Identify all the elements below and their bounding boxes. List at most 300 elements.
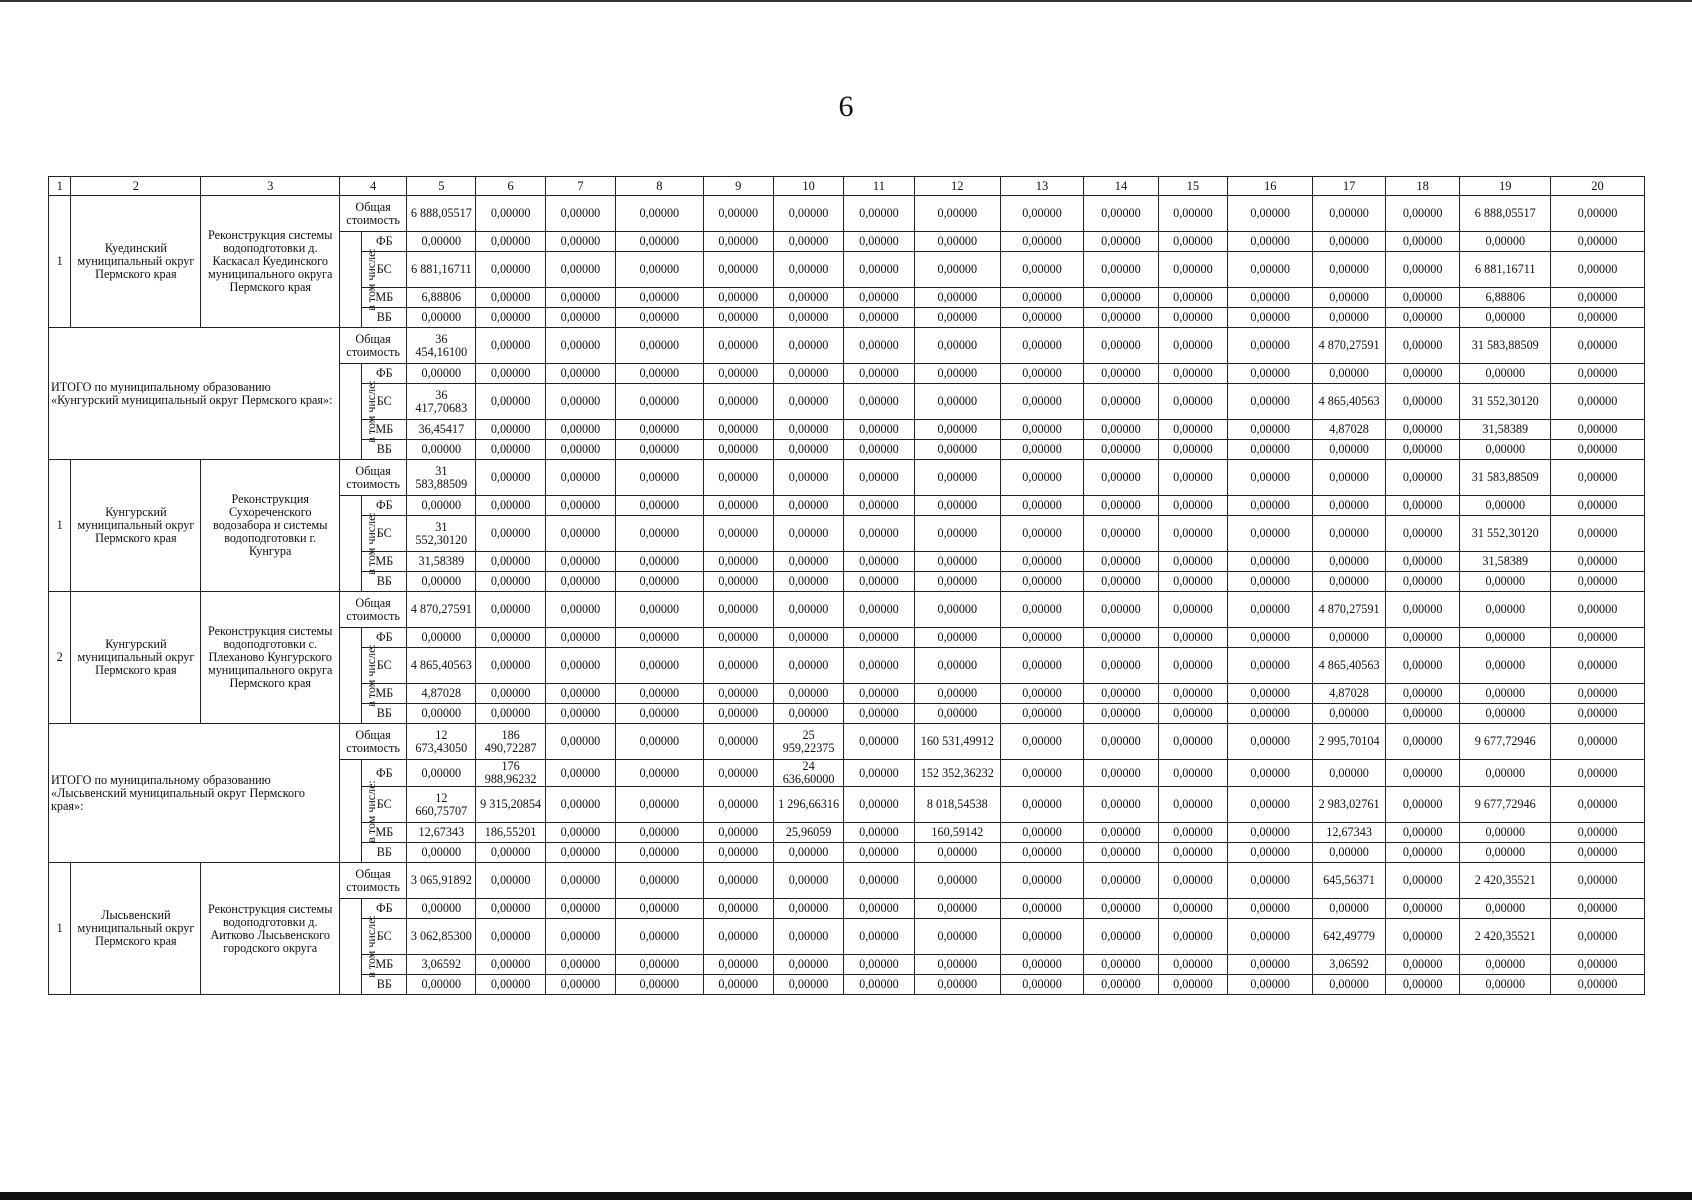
header-cell-4: 4 bbox=[340, 177, 407, 196]
value-cell: 0,00000 bbox=[914, 592, 1000, 628]
value-cell: 4 865,40563 bbox=[407, 648, 476, 684]
value-cell: 0,00000 bbox=[1385, 648, 1460, 684]
value-cell: 0,00000 bbox=[1158, 232, 1227, 252]
value-cell: 0,00000 bbox=[1158, 628, 1227, 648]
value-cell: 31,58389 bbox=[1460, 420, 1551, 440]
block-total-row bbox=[49, 460, 1645, 496]
funding-source-vb: ВБ bbox=[362, 704, 407, 724]
value-cell: 0,00000 bbox=[407, 308, 476, 328]
value-cell: 0,00000 bbox=[1313, 232, 1385, 252]
header-cell-13: 13 bbox=[1000, 177, 1083, 196]
value-cell: 0,00000 bbox=[703, 552, 773, 572]
funding-source-bs: БС bbox=[362, 787, 407, 823]
value-cell: 1 296,66316 bbox=[773, 787, 843, 823]
block-total-row bbox=[49, 328, 1645, 364]
value-cell: 0,00000 bbox=[1084, 196, 1159, 232]
value-cell: 0,00000 bbox=[616, 760, 703, 787]
value-cell: 0,00000 bbox=[1228, 760, 1313, 787]
value-cell: 0,00000 bbox=[1158, 863, 1227, 899]
value-cell: 36,45417 bbox=[407, 420, 476, 440]
value-cell: 0,00000 bbox=[1000, 288, 1083, 308]
value-cell: 0,00000 bbox=[703, 328, 773, 364]
value-cell: 0,00000 bbox=[545, 919, 615, 955]
value-cell: 0,00000 bbox=[616, 552, 703, 572]
value-cell: 0,00000 bbox=[914, 440, 1000, 460]
value-cell: 0,00000 bbox=[703, 496, 773, 516]
value-cell: 12,67343 bbox=[407, 823, 476, 843]
value-cell: 0,00000 bbox=[1158, 572, 1227, 592]
value-cell: 0,00000 bbox=[1460, 648, 1551, 684]
value-cell: 31 552,30120 bbox=[1460, 516, 1551, 552]
value-cell: 0,00000 bbox=[914, 328, 1000, 364]
value-cell: 0,00000 bbox=[545, 975, 615, 995]
value-cell: 0,00000 bbox=[1228, 823, 1313, 843]
value-cell: 0,00000 bbox=[773, 955, 843, 975]
header-cell-2: 2 bbox=[71, 177, 201, 196]
block-total-row bbox=[49, 863, 1645, 899]
funding-source-vb: ВБ bbox=[362, 975, 407, 995]
value-cell: 0,00000 bbox=[844, 684, 914, 704]
total-label: ИТОГО по муниципальному образованию «Кунгурский муниципальный округ Пермского края»: bbox=[49, 328, 340, 460]
value-cell: 0,00000 bbox=[1551, 460, 1645, 496]
value-cell: 0,00000 bbox=[1228, 863, 1313, 899]
value-cell: 0,00000 bbox=[1084, 863, 1159, 899]
value-cell: 31 552,30120 bbox=[407, 516, 476, 552]
value-cell: 0,00000 bbox=[1084, 975, 1159, 995]
project-name: Реконструкция системы водоподготовки д. Аитково Лысьвенского городского округа bbox=[201, 863, 340, 995]
value-cell: 0,00000 bbox=[1228, 787, 1313, 823]
value-cell: 0,00000 bbox=[476, 308, 545, 328]
value-cell: 0,00000 bbox=[1000, 787, 1083, 823]
value-cell: 0,00000 bbox=[545, 628, 615, 648]
value-cell: 36 454,16100 bbox=[407, 328, 476, 364]
value-cell: 0,00000 bbox=[1460, 955, 1551, 975]
value-cell: 0,00000 bbox=[844, 592, 914, 628]
value-cell: 0,00000 bbox=[545, 823, 615, 843]
funding-source-bs: БС bbox=[362, 919, 407, 955]
value-cell: 0,00000 bbox=[1158, 899, 1227, 919]
value-cell: 0,00000 bbox=[1385, 420, 1460, 440]
value-cell: 0,00000 bbox=[1385, 308, 1460, 328]
value-cell: 0,00000 bbox=[545, 460, 615, 496]
value-cell: 2 420,35521 bbox=[1460, 863, 1551, 899]
row-number: 1 bbox=[49, 863, 71, 995]
value-cell: 0,00000 bbox=[844, 460, 914, 496]
block-total-row bbox=[49, 196, 1645, 232]
value-cell: 0,00000 bbox=[773, 684, 843, 704]
value-cell: 0,00000 bbox=[476, 648, 545, 684]
value-cell: 0,00000 bbox=[1385, 628, 1460, 648]
value-cell: 0,00000 bbox=[476, 919, 545, 955]
value-cell: 0,00000 bbox=[1313, 196, 1385, 232]
value-cell: 0,00000 bbox=[616, 628, 703, 648]
header-cell-8: 8 bbox=[616, 177, 703, 196]
value-cell: 0,00000 bbox=[1000, 863, 1083, 899]
value-cell: 0,00000 bbox=[616, 684, 703, 704]
value-cell: 0,00000 bbox=[844, 955, 914, 975]
value-cell: 0,00000 bbox=[545, 384, 615, 420]
value-cell: 0,00000 bbox=[407, 232, 476, 252]
value-cell: 0,00000 bbox=[545, 364, 615, 384]
in-that-number-label bbox=[340, 364, 378, 460]
value-cell: 186,55201 bbox=[476, 823, 545, 843]
value-cell: 0,00000 bbox=[1084, 628, 1159, 648]
value-cell: 0,00000 bbox=[1385, 724, 1460, 760]
value-cell: 0,00000 bbox=[476, 955, 545, 975]
value-cell: 0,00000 bbox=[844, 252, 914, 288]
value-cell: 0,00000 bbox=[1385, 460, 1460, 496]
value-cell: 2 420,35521 bbox=[1460, 919, 1551, 955]
value-cell: 0,00000 bbox=[1228, 460, 1313, 496]
value-cell: 0,00000 bbox=[476, 843, 545, 863]
value-cell: 0,00000 bbox=[1000, 328, 1083, 364]
value-cell: 4,87028 bbox=[407, 684, 476, 704]
value-cell: 0,00000 bbox=[545, 496, 615, 516]
header-cell-19: 19 bbox=[1460, 177, 1551, 196]
value-cell: 0,00000 bbox=[1551, 724, 1645, 760]
value-cell: 0,00000 bbox=[476, 516, 545, 552]
value-cell: 0,00000 bbox=[844, 364, 914, 384]
value-cell: 0,00000 bbox=[1551, 684, 1645, 704]
value-cell: 0,00000 bbox=[773, 232, 843, 252]
value-cell: 0,00000 bbox=[545, 592, 615, 628]
value-cell: 0,00000 bbox=[1000, 572, 1083, 592]
value-cell: 0,00000 bbox=[476, 460, 545, 496]
value-cell: 0,00000 bbox=[703, 899, 773, 919]
value-cell: 0,00000 bbox=[1460, 308, 1551, 328]
value-cell: 0,00000 bbox=[1228, 308, 1313, 328]
value-cell: 0,00000 bbox=[1385, 704, 1460, 724]
value-cell: 0,00000 bbox=[1084, 384, 1159, 420]
value-cell: 0,00000 bbox=[703, 460, 773, 496]
value-cell: 0,00000 bbox=[773, 899, 843, 919]
value-cell: 3 065,91892 bbox=[407, 863, 476, 899]
value-cell: 0,00000 bbox=[1551, 863, 1645, 899]
header-cell-18: 18 bbox=[1385, 177, 1460, 196]
value-cell: 0,00000 bbox=[1158, 648, 1227, 684]
value-cell: 0,00000 bbox=[1228, 684, 1313, 704]
scan-bottom-edge bbox=[0, 1192, 1692, 1200]
value-cell: 0,00000 bbox=[1551, 899, 1645, 919]
value-cell: 3,06592 bbox=[1313, 955, 1385, 975]
value-cell: 0,00000 bbox=[1228, 648, 1313, 684]
value-cell: 31 583,88509 bbox=[407, 460, 476, 496]
value-cell: 0,00000 bbox=[476, 628, 545, 648]
value-cell: 0,00000 bbox=[1460, 684, 1551, 704]
value-cell: 0,00000 bbox=[703, 648, 773, 684]
value-cell: 0,00000 bbox=[773, 552, 843, 572]
value-cell: 0,00000 bbox=[1313, 843, 1385, 863]
in-that-number-label bbox=[340, 899, 378, 995]
value-cell: 0,00000 bbox=[703, 843, 773, 863]
value-cell: 0,00000 bbox=[1551, 787, 1645, 823]
value-cell: 4 870,27591 bbox=[407, 592, 476, 628]
total-cost-label: Общая стоимость bbox=[340, 196, 407, 232]
value-cell: 0,00000 bbox=[914, 420, 1000, 440]
value-cell: 0,00000 bbox=[703, 684, 773, 704]
value-cell: 0,00000 bbox=[1385, 516, 1460, 552]
row-number: 2 bbox=[49, 592, 71, 724]
row-number: 1 bbox=[49, 196, 71, 328]
header-cell-7: 7 bbox=[545, 177, 615, 196]
funding-source-fb: ФБ bbox=[362, 760, 407, 787]
value-cell: 0,00000 bbox=[914, 628, 1000, 648]
value-cell: 0,00000 bbox=[545, 572, 615, 592]
value-cell: 0,00000 bbox=[1000, 496, 1083, 516]
funding-source-mb: МБ bbox=[362, 552, 407, 572]
value-cell: 0,00000 bbox=[1084, 724, 1159, 760]
header-cell-14: 14 bbox=[1084, 177, 1159, 196]
value-cell: 0,00000 bbox=[1551, 843, 1645, 863]
value-cell: 0,00000 bbox=[616, 496, 703, 516]
value-cell: 0,00000 bbox=[407, 572, 476, 592]
value-cell: 0,00000 bbox=[1000, 460, 1083, 496]
value-cell: 0,00000 bbox=[1158, 760, 1227, 787]
value-cell: 0,00000 bbox=[703, 863, 773, 899]
value-cell: 0,00000 bbox=[476, 572, 545, 592]
value-cell: 0,00000 bbox=[703, 420, 773, 440]
value-cell: 0,00000 bbox=[1158, 975, 1227, 995]
in-that-number-text: в том числе: bbox=[363, 380, 378, 443]
block-total-row bbox=[49, 724, 1645, 760]
value-cell: 0,00000 bbox=[1385, 328, 1460, 364]
value-cell: 0,00000 bbox=[1551, 308, 1645, 328]
value-cell: 0,00000 bbox=[1385, 252, 1460, 288]
value-cell: 6,88806 bbox=[1460, 288, 1551, 308]
value-cell: 0,00000 bbox=[773, 460, 843, 496]
value-cell: 12 673,43050 bbox=[407, 724, 476, 760]
value-cell: 0,00000 bbox=[1460, 843, 1551, 863]
funding-source-bs: БС bbox=[362, 252, 407, 288]
value-cell: 0,00000 bbox=[476, 592, 545, 628]
project-name: Реконструкция системы водоподготовки с. Плеханово Кунгурского муниципального округа Пермского края bbox=[201, 592, 340, 724]
value-cell: 4 870,27591 bbox=[1313, 328, 1385, 364]
value-cell: 0,00000 bbox=[914, 460, 1000, 496]
value-cell: 0,00000 bbox=[1460, 440, 1551, 460]
value-cell: 0,00000 bbox=[773, 420, 843, 440]
value-cell: 0,00000 bbox=[1084, 684, 1159, 704]
value-cell: 0,00000 bbox=[1158, 787, 1227, 823]
value-cell: 0,00000 bbox=[1385, 899, 1460, 919]
value-cell: 0,00000 bbox=[545, 252, 615, 288]
header-cell-15: 15 bbox=[1158, 177, 1227, 196]
value-cell: 0,00000 bbox=[703, 516, 773, 552]
value-cell: 0,00000 bbox=[1000, 975, 1083, 995]
value-cell: 0,00000 bbox=[476, 975, 545, 995]
value-cell: 0,00000 bbox=[914, 496, 1000, 516]
value-cell: 0,00000 bbox=[1385, 975, 1460, 995]
value-cell: 0,00000 bbox=[616, 919, 703, 955]
value-cell: 0,00000 bbox=[1551, 516, 1645, 552]
value-cell: 0,00000 bbox=[1158, 384, 1227, 420]
value-cell: 6 881,16711 bbox=[407, 252, 476, 288]
value-cell: 0,00000 bbox=[1385, 684, 1460, 704]
funding-source-vb: ВБ bbox=[362, 440, 407, 460]
value-cell: 0,00000 bbox=[914, 516, 1000, 552]
municipality-name: Кунгурский муниципальный округ Пермского края bbox=[71, 460, 201, 592]
value-cell: 0,00000 bbox=[914, 552, 1000, 572]
value-cell: 0,00000 bbox=[616, 308, 703, 328]
value-cell: 0,00000 bbox=[1228, 288, 1313, 308]
funding-source-bs: БС bbox=[362, 648, 407, 684]
value-cell: 0,00000 bbox=[703, 384, 773, 420]
value-cell: 0,00000 bbox=[1551, 552, 1645, 572]
value-cell: 0,00000 bbox=[1313, 516, 1385, 552]
in-that-number-text: в том числе: bbox=[363, 779, 378, 843]
value-cell: 0,00000 bbox=[1460, 704, 1551, 724]
funding-source-bs: БС bbox=[362, 384, 407, 420]
value-cell: 0,00000 bbox=[545, 420, 615, 440]
value-cell: 0,00000 bbox=[1385, 232, 1460, 252]
value-cell: 0,00000 bbox=[703, 787, 773, 823]
value-cell: 0,00000 bbox=[1551, 919, 1645, 955]
value-cell: 160 531,49912 bbox=[914, 724, 1000, 760]
value-cell: 0,00000 bbox=[1313, 552, 1385, 572]
value-cell: 31,58389 bbox=[407, 552, 476, 572]
value-cell: 0,00000 bbox=[1158, 823, 1227, 843]
value-cell: 0,00000 bbox=[1084, 648, 1159, 684]
value-cell: 0,00000 bbox=[616, 955, 703, 975]
value-cell: 0,00000 bbox=[616, 252, 703, 288]
value-cell: 12 660,75707 bbox=[407, 787, 476, 823]
value-cell: 0,00000 bbox=[1551, 760, 1645, 787]
value-cell: 0,00000 bbox=[1158, 843, 1227, 863]
value-cell: 0,00000 bbox=[1551, 440, 1645, 460]
value-cell: 0,00000 bbox=[616, 863, 703, 899]
value-cell: 0,00000 bbox=[616, 516, 703, 552]
value-cell: 0,00000 bbox=[616, 899, 703, 919]
value-cell: 0,00000 bbox=[844, 384, 914, 420]
value-cell: 0,00000 bbox=[1158, 704, 1227, 724]
funding-source-mb: МБ bbox=[362, 684, 407, 704]
value-cell: 0,00000 bbox=[773, 975, 843, 995]
value-cell: 0,00000 bbox=[1084, 496, 1159, 516]
value-cell: 0,00000 bbox=[914, 684, 1000, 704]
value-cell: 0,00000 bbox=[844, 308, 914, 328]
value-cell: 0,00000 bbox=[1460, 975, 1551, 995]
value-cell: 0,00000 bbox=[545, 232, 615, 252]
value-cell: 0,00000 bbox=[545, 328, 615, 364]
total-cost-label: Общая стоимость bbox=[340, 863, 407, 899]
value-cell: 0,00000 bbox=[545, 863, 615, 899]
municipality-name: Кунгурский муниципальный округ Пермского края bbox=[71, 592, 201, 724]
value-cell: 186 490,72287 bbox=[476, 724, 545, 760]
value-cell: 0,00000 bbox=[1000, 364, 1083, 384]
value-cell: 4 865,40563 bbox=[1313, 648, 1385, 684]
value-cell: 0,00000 bbox=[545, 724, 615, 760]
value-cell: 0,00000 bbox=[703, 823, 773, 843]
value-cell: 0,00000 bbox=[407, 496, 476, 516]
value-cell: 0,00000 bbox=[1551, 572, 1645, 592]
total-cost-label: Общая стоимость bbox=[340, 592, 407, 628]
value-cell: 0,00000 bbox=[1000, 628, 1083, 648]
value-cell: 0,00000 bbox=[1551, 975, 1645, 995]
value-cell: 0,00000 bbox=[1158, 288, 1227, 308]
value-cell: 0,00000 bbox=[1084, 440, 1159, 460]
value-cell: 0,00000 bbox=[1551, 628, 1645, 648]
funding-source-fb: ФБ bbox=[362, 899, 407, 919]
value-cell: 0,00000 bbox=[1313, 364, 1385, 384]
value-cell: 0,00000 bbox=[1385, 760, 1460, 787]
value-cell: 0,00000 bbox=[1551, 496, 1645, 516]
value-cell: 0,00000 bbox=[844, 899, 914, 919]
funding-source-bs: БС bbox=[362, 516, 407, 552]
value-cell: 0,00000 bbox=[1228, 232, 1313, 252]
value-cell: 0,00000 bbox=[476, 704, 545, 724]
value-cell: 0,00000 bbox=[844, 975, 914, 995]
value-cell: 0,00000 bbox=[1551, 328, 1645, 364]
value-cell: 0,00000 bbox=[1460, 823, 1551, 843]
value-cell: 0,00000 bbox=[616, 440, 703, 460]
value-cell: 0,00000 bbox=[1551, 823, 1645, 843]
value-cell: 2 983,02761 bbox=[1313, 787, 1385, 823]
value-cell: 0,00000 bbox=[616, 196, 703, 232]
value-cell: 0,00000 bbox=[1460, 496, 1551, 516]
value-cell: 0,00000 bbox=[1158, 440, 1227, 460]
value-cell: 0,00000 bbox=[545, 760, 615, 787]
value-cell: 31 583,88509 bbox=[1460, 460, 1551, 496]
value-cell: 0,00000 bbox=[914, 572, 1000, 592]
header-cell-1: 1 bbox=[49, 177, 71, 196]
value-cell: 0,00000 bbox=[1000, 420, 1083, 440]
value-cell: 0,00000 bbox=[773, 196, 843, 232]
in-that-number-label bbox=[340, 628, 378, 724]
value-cell: 0,00000 bbox=[1228, 552, 1313, 572]
value-cell: 0,00000 bbox=[545, 704, 615, 724]
value-cell: 176 988,96232 bbox=[476, 760, 545, 787]
value-cell: 0,00000 bbox=[1084, 516, 1159, 552]
value-cell: 0,00000 bbox=[616, 724, 703, 760]
value-cell: 0,00000 bbox=[1551, 232, 1645, 252]
value-cell: 0,00000 bbox=[476, 328, 545, 364]
value-cell: 0,00000 bbox=[1385, 288, 1460, 308]
value-cell: 0,00000 bbox=[1551, 252, 1645, 288]
value-cell: 0,00000 bbox=[1228, 975, 1313, 995]
value-cell: 0,00000 bbox=[844, 552, 914, 572]
header-cell-17: 17 bbox=[1313, 177, 1385, 196]
value-cell: 0,00000 bbox=[1385, 823, 1460, 843]
value-cell: 0,00000 bbox=[545, 787, 615, 823]
value-cell: 0,00000 bbox=[1158, 420, 1227, 440]
value-cell: 6 881,16711 bbox=[1460, 252, 1551, 288]
value-cell: 0,00000 bbox=[1000, 232, 1083, 252]
value-cell: 0,00000 bbox=[1551, 288, 1645, 308]
value-cell: 0,00000 bbox=[1551, 592, 1645, 628]
value-cell: 0,00000 bbox=[1460, 572, 1551, 592]
total-cost-label: Общая стоимость bbox=[340, 724, 407, 760]
value-cell: 0,00000 bbox=[1228, 572, 1313, 592]
in-that-number-label bbox=[340, 232, 378, 328]
value-cell: 0,00000 bbox=[616, 288, 703, 308]
value-cell: 0,00000 bbox=[1084, 787, 1159, 823]
value-cell: 0,00000 bbox=[914, 252, 1000, 288]
value-cell: 0,00000 bbox=[616, 592, 703, 628]
in-that-number-text: в том числе: bbox=[363, 644, 378, 707]
value-cell: 0,00000 bbox=[476, 684, 545, 704]
value-cell: 0,00000 bbox=[1228, 196, 1313, 232]
header-cell-12: 12 bbox=[914, 177, 1000, 196]
value-cell: 0,00000 bbox=[616, 232, 703, 252]
value-cell: 0,00000 bbox=[407, 975, 476, 995]
header-cell-3: 3 bbox=[201, 177, 340, 196]
value-cell: 0,00000 bbox=[703, 975, 773, 995]
value-cell: 0,00000 bbox=[1385, 572, 1460, 592]
value-cell: 0,00000 bbox=[1460, 628, 1551, 648]
value-cell: 3,06592 bbox=[407, 955, 476, 975]
value-cell: 0,00000 bbox=[1158, 308, 1227, 328]
value-cell: 0,00000 bbox=[476, 496, 545, 516]
value-cell: 0,00000 bbox=[844, 496, 914, 516]
